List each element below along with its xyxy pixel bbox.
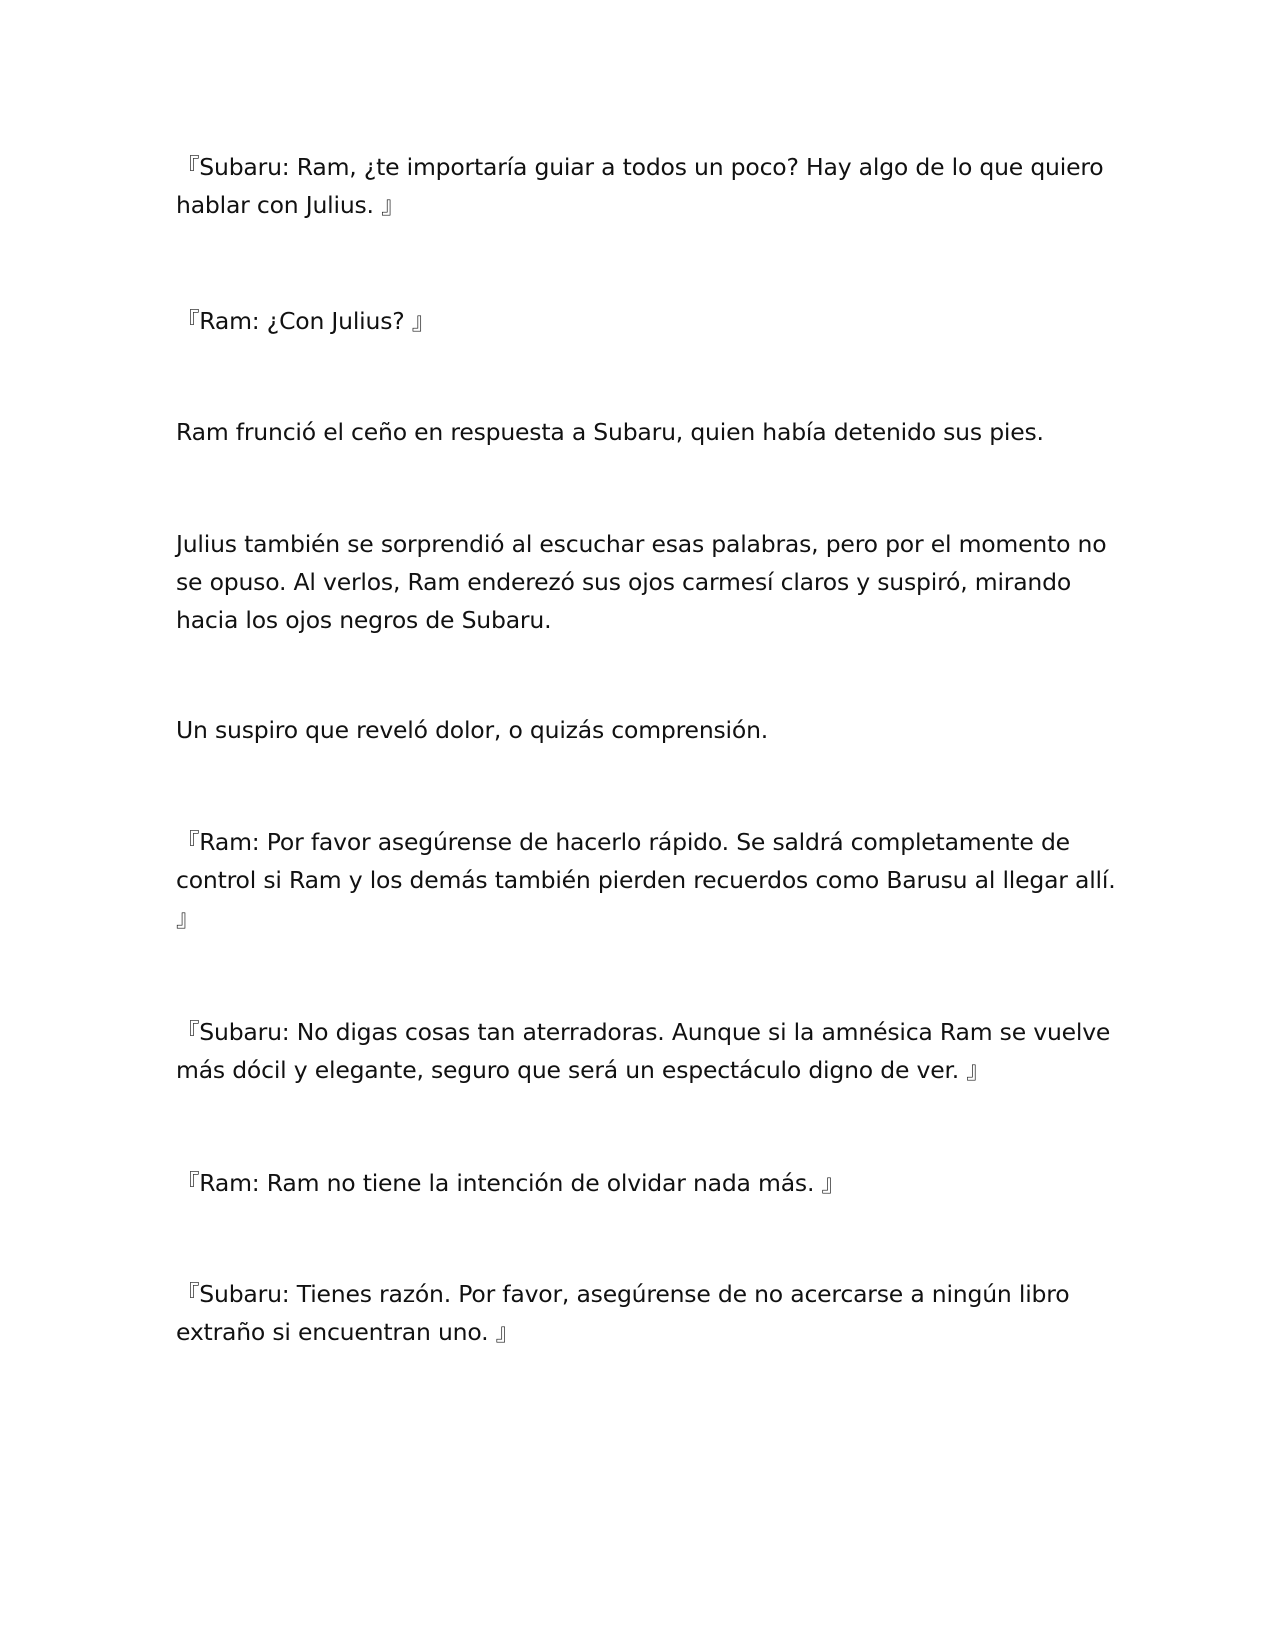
dialogue-paragraph: 『Subaru: Tienes razón. Por favor, asegúrense de no acercarse a ningún libro extraño si encuentran uno. 』	[176, 1280, 1070, 1346]
dialogue-paragraph: 『Ram: Ram no tiene la intención de olvidar nada más. 』	[176, 1169, 845, 1197]
dialogue-paragraph: 『Subaru: No digas cosas tan aterradoras. Aunque si la amnésica Ram se vuelve más dócil y elegante, seguro que será un espectáculo digno de ver. 』	[176, 1018, 1111, 1084]
dialogue-paragraph: 『Ram: Por favor asegúrense de hacerlo rápido. Se saldrá completamente de control si Ram y los demás también pierden recuerdos como Barusu al llegar allí. 』	[176, 828, 1116, 932]
narration-paragraph: Julius también se sorprendió al escuchar esas palabras, pero por el momento no se opuso. Al verlos, Ram enderezó sus ojos carmesí claros y suspiró, mirando hacia los ojos negros de Subaru.	[176, 530, 1107, 634]
dialogue-paragraph: 『Subaru: Ram, ¿te importaría guiar a todos un poco? Hay algo de lo que quiero hablar con Julius. 』	[176, 153, 1104, 219]
narration-paragraph: Ram frunció el ceño en respuesta a Subaru, quien había detenido sus pies.	[176, 418, 1044, 446]
narration-paragraph: Un suspiro que reveló dolor, o quizás comprensión.	[176, 716, 769, 744]
dialogue-paragraph: 『Ram: ¿Con Julius? 』	[176, 307, 436, 335]
